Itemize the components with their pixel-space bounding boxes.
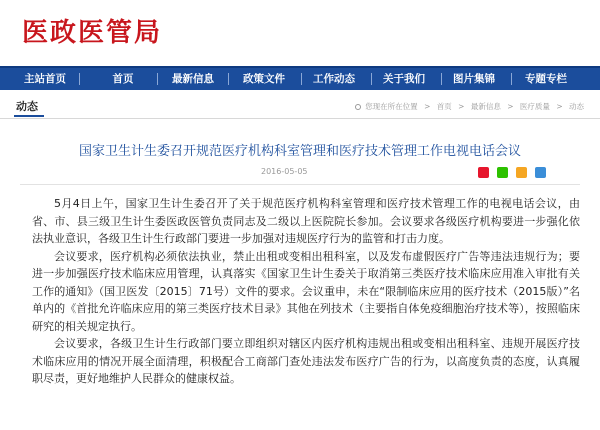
nav-special-topics[interactable]: 专题专栏 (525, 73, 567, 85)
crumb-bar (0, 93, 600, 119)
breadcrumb-label: 您现在所在位置 (365, 102, 418, 111)
article-date: 2016-05-05 (261, 167, 308, 176)
breadcrumb-sep: > (507, 102, 514, 111)
breadcrumb-latest[interactable]: 最新信息 (470, 102, 501, 111)
paragraph: 5月4日上午，国家卫生计生委召开了关于规范医疗机构科室管理和医疗技术管理工作的电视电话会议，由省、市、县三级卫生计生委医政医管负责同志及二级以上医院院长参加。会议要求各级医疗机构要进一步强化依法执业意识，各级卫生计生行政部门要进一步加强对违规医疗行为的监管和打击力度。 (32, 197, 580, 245)
location-icon (355, 104, 361, 110)
nav-work-updates[interactable]: 工作动态 (313, 73, 355, 85)
nav-divider (301, 73, 302, 85)
weibo-icon[interactable] (478, 167, 489, 178)
breadcrumb-current[interactable]: 动态 (569, 102, 584, 111)
article-body (32, 195, 580, 388)
title-divider (20, 184, 580, 185)
breadcrumb-quality[interactable]: 医疗质量 (519, 102, 550, 111)
article-title: 国家卫生计生委召开规范医疗机构科室管理和医疗技术管理工作电视电话会议 (78, 144, 521, 159)
nav-home[interactable]: 首页 (112, 73, 134, 85)
paragraph: 会议要求，各级卫生计生行政部门要立即组织对辖区内医疗机构违规出租或变相出租科室、违规开展医疗技术临床应用的情况开展全面清理，积极配合工商部门查处违法发布医疗广告的行为，以高度负责的态度，认真履职尽责，更好地维护人民群众的健康权益。 (32, 337, 580, 385)
site-logo[interactable]: 医政医管局 (22, 18, 163, 48)
nav-divider (228, 73, 229, 85)
paragraph: 会议要求，医疗机构必须依法执业，禁止出租或变相出租科室，以及发布虚假医疗广告等违法违规行为；要进一步加强医疗技术临床应用管理，认真落实《国家卫生计生委关于取消第三类医疗技术临床应用准入审批有关工作的通知》（国卫医发〔2015〕71号）文件的要求。会议重申，未在“限制临床应用的医疗技术（2015版）”名单内的《首批允许临床应用的第三类医疗技术目录》其他在列技术（主要指自体免疫细胞治疗技术等），按照临床研究的相关规定执行。 (32, 249, 580, 333)
section-title: 动态 (16, 100, 38, 113)
breadcrumb-sep: > (556, 102, 563, 111)
article-meta (0, 167, 600, 181)
nav-divider (371, 73, 372, 85)
nav-divider (441, 73, 442, 85)
share-icons (478, 167, 549, 179)
nav-photo-gallery[interactable]: 图片集锦 (453, 73, 495, 85)
breadcrumb-sep: > (424, 102, 431, 111)
main-nav (0, 66, 600, 90)
nav-main-home[interactable]: 主站首页 (24, 73, 66, 85)
site-header (0, 0, 600, 64)
breadcrumb (353, 101, 586, 112)
nav-latest-news[interactable]: 最新信息 (172, 73, 214, 85)
nav-divider (79, 73, 80, 85)
section-underline (14, 115, 44, 117)
nav-policy-docs[interactable]: 政策文件 (243, 73, 285, 85)
nav-about-us[interactable]: 关于我们 (383, 73, 425, 85)
qzone-icon[interactable] (516, 167, 527, 178)
more-icon[interactable] (535, 167, 546, 178)
nav-divider (157, 73, 158, 85)
wechat-icon[interactable] (497, 167, 508, 178)
breadcrumb-sep: > (458, 102, 465, 111)
breadcrumb-home[interactable]: 首页 (436, 102, 452, 111)
nav-divider (511, 73, 512, 85)
